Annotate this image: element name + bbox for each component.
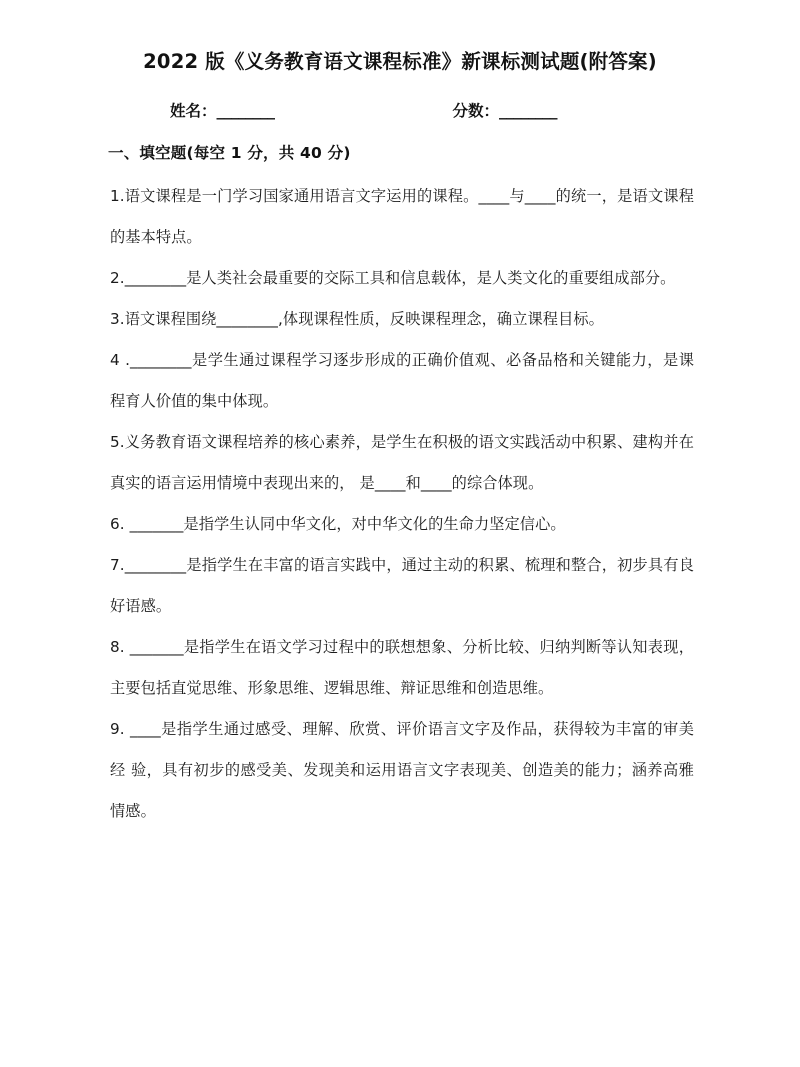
student-name-label: 姓名：	[170, 102, 217, 120]
student-name-blank[interactable]: ________	[216, 102, 275, 120]
question-item	[110, 627, 694, 709]
student-score-label: 分数：	[452, 102, 500, 120]
question-item	[110, 340, 694, 422]
student-score-field	[453, 100, 558, 123]
student-score-blank[interactable]: ________	[499, 102, 558, 120]
section-heading-fill-in-blanks: 一、填空题(每空 1 分，共 40 分)	[108, 144, 351, 162]
question-item	[110, 176, 694, 258]
student-name-field	[170, 100, 275, 123]
student-meta-row	[110, 100, 690, 123]
question-text: _______是指学生认同中华文化，对中华文化的生命力坚定信心。	[129, 515, 566, 533]
questions-list	[110, 176, 694, 832]
question-number: 4 .	[110, 351, 131, 369]
question-text: 语文课程是一门学习国家通用语言文字运用的课程。____与____的统一，是语文课程的基本特点。	[110, 187, 694, 246]
question-number: 1.	[110, 187, 125, 205]
page-title: 2022 版《义务教育语文课程标准》新课标测试题(附答案)	[143, 50, 657, 73]
question-text: 义务教育语文课程培养的核心素养，是学生在积极的语文实践活动中积累、建构并在真实的语言运用情境中表现出来的， 是____和____的综合体现。	[110, 433, 694, 492]
question-number: 8.	[110, 638, 130, 656]
question-number: 6.	[110, 515, 130, 533]
question-text: ________是学生通过课程学习逐步形成的正确价值观、必备品格和关键能力，是课程育人价值的集中体现。	[110, 351, 694, 410]
question-number: 5.	[110, 433, 125, 451]
question-item	[110, 709, 694, 832]
question-item	[110, 504, 694, 545]
question-number: 3.	[110, 310, 125, 328]
question-text: _______是指学生在语文学习过程中的联想想象、分析比较、归纳判断等认知表现，主要包括直觉思维、形象思维、逻辑思维、辩证思维和创造思维。	[110, 638, 694, 697]
question-text: ____是指学生通过感受、理解、欣赏、评价语言文字及作品，获得较为丰富的审美经 验，具有初步的感受美、发现美和运用语言文字表现美、创造美的能力；涵养高雅情感。	[110, 720, 694, 820]
question-item	[110, 545, 694, 627]
question-item	[110, 422, 694, 504]
question-number: 7.	[110, 556, 125, 574]
question-item	[110, 258, 694, 299]
question-text: ________是指学生在丰富的语言实践中，通过主动的积累、梳理和整合，初步具有良 好语感。	[110, 556, 694, 615]
question-number: 9.	[110, 720, 131, 738]
question-text: ________是人类社会最重要的交际工具和信息载体，是人类文化的重要组成部分。	[124, 269, 676, 287]
question-number: 2.	[110, 269, 125, 287]
question-text: 语文课程围绕________,体现课程性质，反映课程理念，确立课程目标。	[124, 310, 604, 328]
question-item	[110, 299, 694, 340]
